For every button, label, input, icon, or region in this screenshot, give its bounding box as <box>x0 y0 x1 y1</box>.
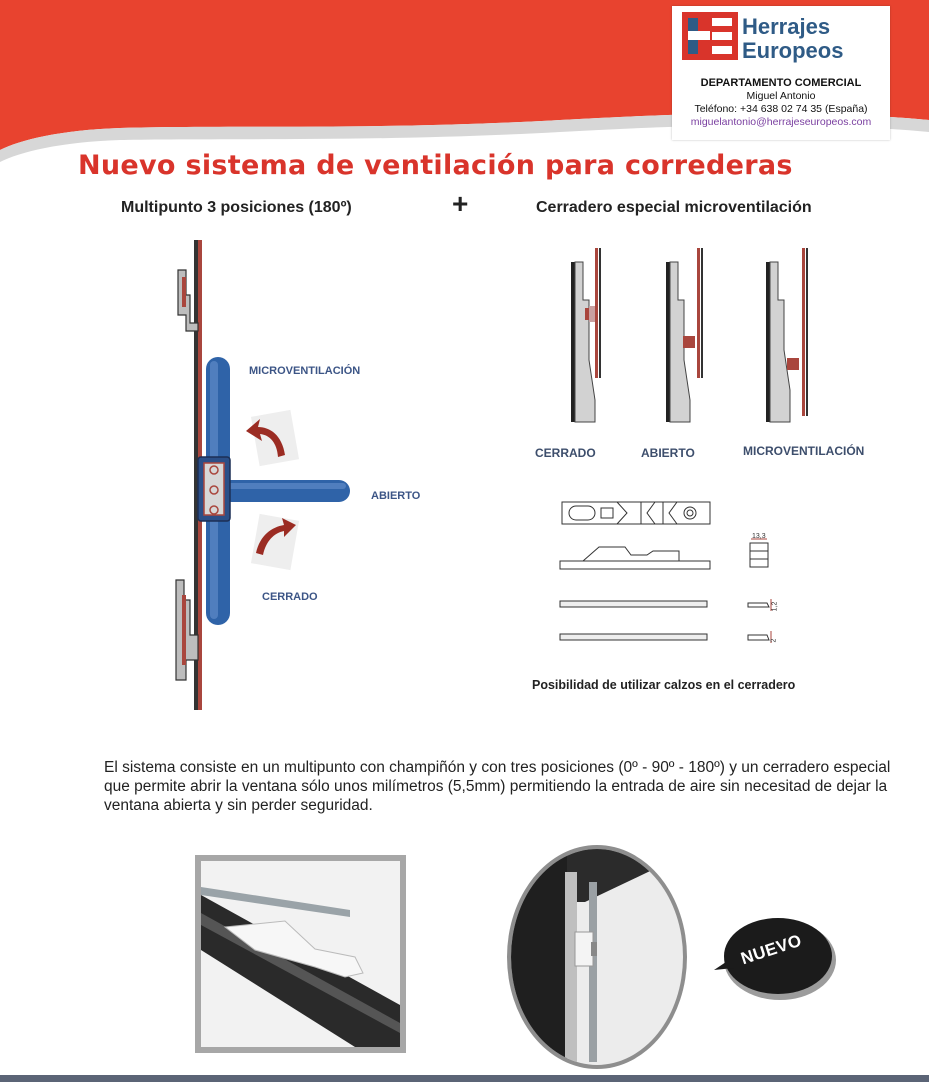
keeper-label-cerrado: CERRADO <box>535 446 596 460</box>
dimension-shim-2: 2 <box>770 638 778 643</box>
description-text: El sistema consiste en un multipunto con champiñón y con tres posiciones (0º - 90º - 180º) y un cerradero especial que permite abrir la ventana sólo unos milímetros (5,5mm) permitiendo la entrada de aire sin necesitad de dejar la ventana abierta y sin perder seguridad. <box>104 759 891 814</box>
footer-bar <box>0 1075 929 1082</box>
keeper-positions-diagram <box>555 240 825 430</box>
product-photo-keeper <box>505 842 690 1072</box>
department: DEPARTAMENTO COMERCIAL <box>700 77 862 89</box>
product-photo-rail <box>195 855 406 1053</box>
calzos-caption: Posibilidad de utilizar calzos en el cerradero <box>532 678 796 692</box>
page-title: Nuevo sistema de ventilación para correderas <box>78 150 793 181</box>
keeper-label-microventilacion: MICROVENTILACIÓN <box>743 444 865 458</box>
subtitle-left: Multipunto 3 posiciones (180º) <box>121 199 352 216</box>
dimension-shim-1: 1,2 <box>771 601 779 612</box>
company-logo-icon <box>682 12 738 60</box>
brand-line-2: Europeos <box>742 38 844 63</box>
contact-email[interactable]: miguelantonio@herrajeseuropeos.com <box>690 116 872 128</box>
keeper-label-abierto: ABIERTO <box>641 446 695 460</box>
brand-line-1: Herrajes <box>742 14 831 39</box>
subtitle-right: Cerradero especial microventilación <box>536 199 812 216</box>
company-card <box>672 6 890 140</box>
dimension-width: 13,3 <box>752 533 766 540</box>
label-cerrado: CERRADO <box>262 591 318 603</box>
keeper-technical-drawing <box>555 495 785 655</box>
plus-sign: + <box>452 188 469 219</box>
multipoint-diagram <box>160 235 360 715</box>
contact-name: Miguel Antonio <box>746 90 816 102</box>
label-microventilacion: MICROVENTILACIÓN <box>249 365 361 377</box>
label-abierto: ABIERTO <box>371 490 421 502</box>
contact-phone: Teléfono: +34 638 02 74 35 (España) <box>694 103 868 115</box>
new-badge-text: NUEVO <box>738 930 805 969</box>
